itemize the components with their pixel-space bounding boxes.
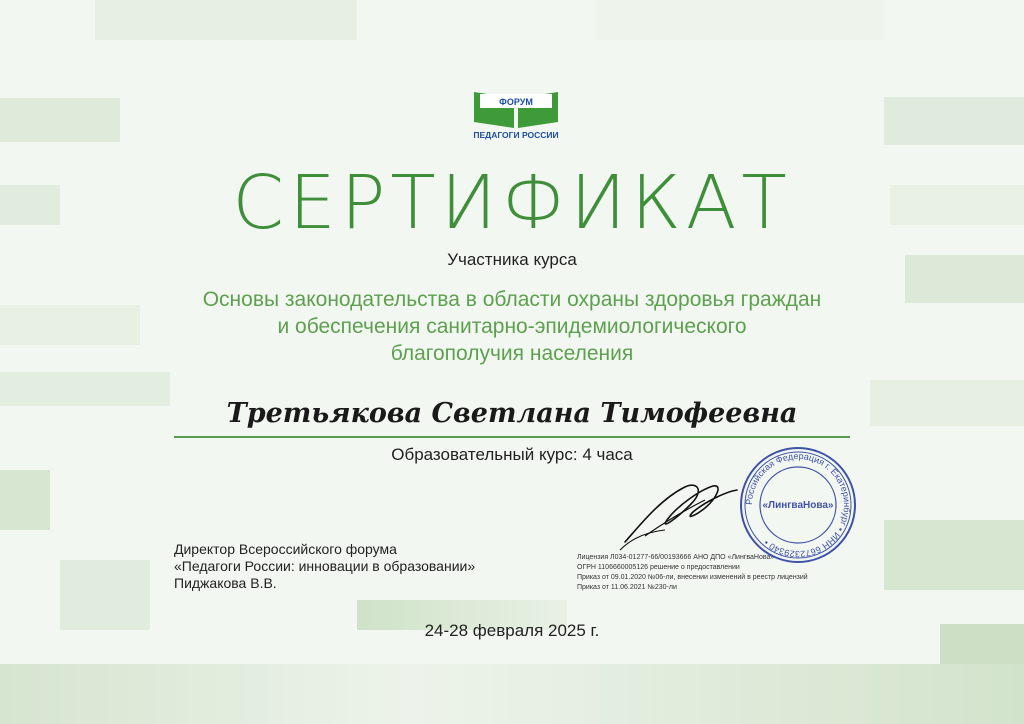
license-line: Приказ от 09.01.2020 №06-ли, внесении изменений в реестр лицензий: [577, 574, 808, 581]
background-tile: [0, 470, 50, 530]
director-line: Пиджакова В.В.: [174, 575, 277, 591]
director-block: [174, 541, 475, 592]
stamp-center-text: «ЛингваНова»: [762, 500, 834, 511]
director-line: «Педагоги России: инновации в образовании»: [174, 558, 476, 574]
course-line: Основы законодательства в области охраны здоровья граждан: [202, 288, 822, 311]
background-tile: [884, 97, 1024, 145]
certificate-title: СЕРТИФИКАТ: [232, 160, 792, 246]
license-line: Лицензия Л034-01277-66/00193666 АНО ДПО «ЛингваНова»: [577, 554, 775, 561]
background-tile: [60, 560, 150, 630]
name-underline: [174, 436, 850, 438]
course-line: благополучия населения: [390, 342, 634, 365]
stamp-ring-text: Российская Федерация г. Екатеринбург • ИНН 6672329340 •: [743, 450, 853, 560]
background-tile: [0, 98, 120, 142]
seal-stamp: [738, 445, 858, 565]
forum-logo: [466, 84, 566, 144]
license-line: ОГРН 1106660005126 решение о предоставлении: [577, 564, 740, 571]
course-date: 24-28 февраля 2025 г.: [424, 621, 600, 640]
signature: [605, 470, 755, 560]
background-tile: [884, 520, 1024, 590]
logo-bottom-text: ПЕДАГОГИ РОССИИ: [473, 130, 559, 140]
logo-top-text: ФОРУМ: [499, 97, 533, 107]
course-line: и обеспечения санитарно-эпидемиологического: [277, 315, 747, 338]
course-hours: Образовательный курс: 4 часа: [391, 445, 633, 464]
director-line: Директор Всероссийского форума: [174, 541, 397, 557]
participant-label: Участника курса: [447, 250, 577, 269]
background-tile: [95, 0, 357, 40]
background-tile: [0, 664, 1024, 724]
license-line: Приказ от 11.06.2021 №230-ли: [577, 584, 677, 591]
background-tile: [595, 0, 885, 40]
course-title: [0, 286, 1024, 367]
recipient-name: Третьякова Светлана Тимофеевна: [226, 398, 798, 429]
